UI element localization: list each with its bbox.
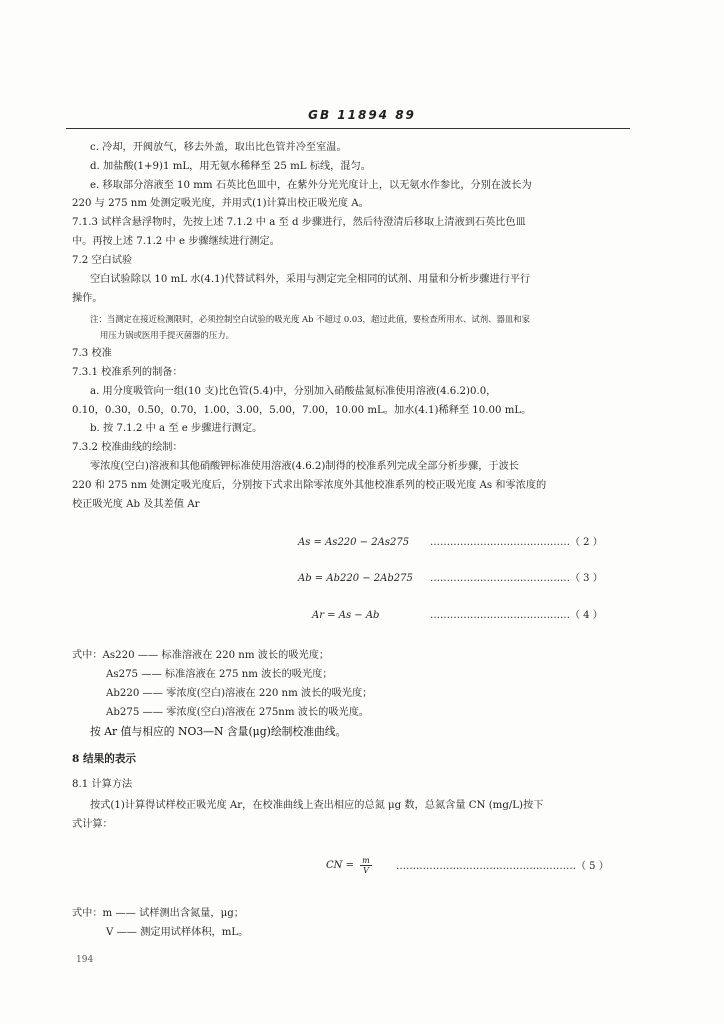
step-c: c. 冷却，开阀放气，移去外盖，取出比色管并冷至室温。 — [90, 142, 347, 153]
blank-test-cont: 操作。 — [72, 293, 103, 304]
equation-5 — [326, 856, 372, 875]
definition-m: 式中：m —— 试样测出含氮量，μg； — [72, 908, 244, 919]
heading-7-2: 7.2 空白试验 — [72, 255, 133, 266]
step-a: a. 用分度吸管向一组(10 支)比色管(5.4)中，分别加入硝酸盐氮标准使用溶液(4.6.2)0.0， — [90, 386, 497, 397]
step-e-cont: 220 与 275 nm 处测定吸光度，并用式(1)计算出校正吸光度 A。 — [72, 198, 369, 209]
note-cont: 用压力锅或医用手提灭菌器的压力。 — [100, 330, 234, 340]
heading-8: 8 结果的表示 — [72, 753, 137, 765]
definition-as220: 式中：As220 —— 标准溶液在 220 nm 波长的吸光度； — [72, 650, 330, 661]
header-rule — [66, 128, 630, 129]
equation-4: Ar = As − Ab — [312, 610, 380, 621]
step-e: e. 移取部分溶液至 10 mm 石英比色皿中，在紫外分光光度计上，以无氨水作参比，分别在波长为 — [90, 180, 532, 191]
curve-para-end: 校正吸光度 Ab 及其差值 Ar — [72, 499, 200, 510]
page-header: GB 11894 89 — [308, 108, 416, 122]
step-d: d. 加盐酸(1+9)1 mL，用无氨水稀释至 25 mL 标线，混匀。 — [90, 161, 371, 172]
step-b: b. 按 7.1.2 中 a 至 e 步骤进行测定。 — [90, 423, 263, 434]
equation-4-number: ……………………………………（ 4 ） — [430, 610, 603, 621]
clause-7-3-2: 7.3.2 校准曲线的绘制： — [72, 442, 183, 453]
definition-ab275: Ab275 —— 零浓度(空白)溶液在 275nm 波长的吸光度。 — [106, 707, 370, 718]
clause-7-1-3-cont: 中。再按上述 7.1.2 中 e 步骤继续进行测定。 — [72, 236, 280, 247]
equation-5-denominator: V — [363, 866, 369, 875]
curve-para: 零浓度(空白)溶液和其他硝酸钾标准使用溶液(4.6.2)制得的校准系列完成全部分析步骤，于波长 — [90, 461, 519, 472]
heading-8-1: 8.1 计算方法 — [72, 779, 133, 790]
curve-plot-statement: 按 Ar 值与相应的 NO3—N 含量(μg)绘制校准曲线。 — [90, 725, 347, 738]
page-number: 194 — [76, 955, 94, 965]
step-a-cont: 0.10，0.30，0.50，0.70，1.00，3.00，5.00，7.00，10.00 mL。加水(4.1)稀释至 10.00 mL。 — [72, 405, 532, 416]
equation-5-lhs: CN = — [326, 860, 354, 871]
equation-5-numerator: m — [362, 856, 370, 865]
equation-3: Ab = Ab220 − 2Ab275 — [298, 573, 413, 584]
calc-para: 按式(1)计算得试样校正吸光度 Ar，在校准曲线上查出相应的总氮 μg 数，总氮含量 CN (mg/L)按下 — [90, 800, 544, 811]
equation-5-fraction — [360, 856, 372, 875]
definition-v: V —— 测定用试样体积，mL。 — [106, 927, 249, 938]
equation-2: As = As220 − 2As275 — [298, 537, 410, 548]
equation-5-number: ………………………………………………（ 5 ） — [396, 861, 609, 872]
equation-3-number: ……………………………………（ 3 ） — [430, 573, 603, 584]
definition-as275: As275 —— 标准溶液在 275 nm 波长的吸光度； — [106, 669, 333, 680]
definition-ab220: Ab220 —— 零浓度(空白)溶液在 220 nm 波长的吸光度； — [106, 688, 373, 699]
curve-para-cont: 220 和 275 nm 处测定吸光度后，分别按下式求出除零浓度外其他校准系列的校正吸光度 As 和零浓度的 — [72, 480, 547, 491]
note: 注：当测定在接近检测限时，必须控制空白试验的吸光度 Ab 不超过 0.03，超过此值，要检查所用水、试剂、器皿和家 — [90, 314, 531, 324]
clause-7-1-3: 7.1.3 试样含悬浮物时，先按上述 7.1.2 中 a 至 d 步骤进行，然后待澄清后移取上清液到石英比色皿 — [72, 217, 526, 228]
blank-test-para: 空白试验除以 10 mL 水(4.1)代替试料外，采用与测定完全相同的试剂、用量和分析步骤进行平行 — [90, 274, 531, 285]
clause-7-3-1: 7.3.1 校准系列的制备： — [72, 367, 183, 378]
equation-2-number: ……………………………………（ 2 ） — [430, 537, 603, 548]
calc-para-cont: 式计算： — [72, 819, 113, 830]
heading-7-3: 7.3 校准 — [72, 348, 112, 359]
